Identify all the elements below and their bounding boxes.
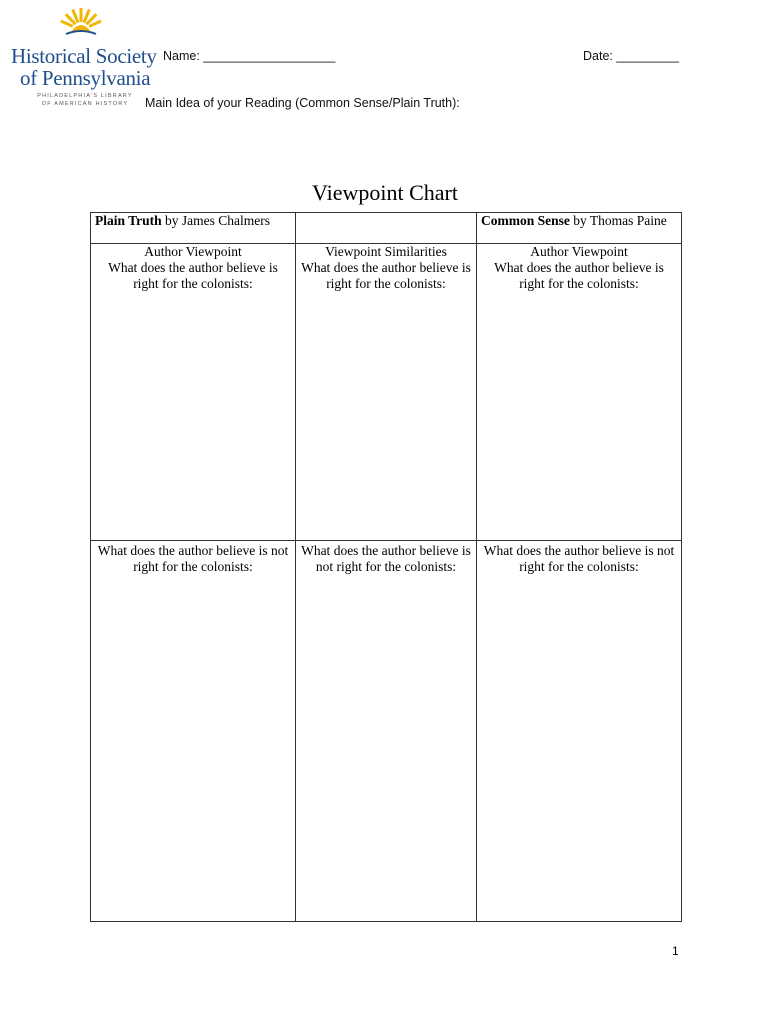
hsp-logo [8, 6, 156, 106]
col3-title-bold: Common Sense [481, 213, 570, 228]
cell-notright-col1[interactable]: What does the author believe is not right for the colonists: [91, 541, 296, 922]
cell-right-col3[interactable]: What does the author believe is right for the colonists: [477, 260, 682, 541]
cell-right-col2[interactable]: What does the author believe is right for the colonists: [296, 260, 477, 541]
cell-notright-col3[interactable]: What does the author believe is not right for the colonists: [477, 541, 682, 922]
col3-title [477, 213, 682, 244]
logo-tagline-line2: OF AMERICAN HISTORY [41, 101, 129, 107]
col1-title-bold: Plain Truth [95, 213, 162, 228]
cell-right-col1[interactable]: What does the author believe is right for the colonists: [91, 260, 296, 541]
table-row-not-right [91, 541, 682, 922]
logo-tagline [30, 92, 140, 108]
cell-notright-col2[interactable]: What does the author believe is not right for the colonists: [296, 541, 477, 922]
table-header-row [91, 213, 682, 244]
table-row-right [91, 260, 682, 541]
page-number: 1 [672, 944, 679, 958]
viewpoint-chart-table [90, 212, 682, 922]
page-title: Viewpoint Chart [312, 180, 458, 205]
logo-text-line2: of Pennsylvania [20, 66, 151, 90]
col3-subheader: Author Viewpoint [477, 244, 682, 261]
date-field: Date: _________ [583, 49, 679, 63]
col2-title [296, 213, 477, 244]
col1-subheader: Author Viewpoint [91, 244, 296, 261]
col1-title [91, 213, 296, 244]
col2-subheader: Viewpoint Similarities [296, 244, 477, 261]
main-idea-prompt: Main Idea of your Reading (Common Sense/Plain Truth): [145, 96, 460, 110]
name-field: Name: ___________________ [163, 49, 336, 63]
sunburst-icon [58, 6, 104, 38]
logo-text-line1: Historical Society [11, 44, 157, 68]
logo-tagline-line1: PHILADELPHIA'S LIBRARY [37, 93, 133, 99]
col3-title-rest: by Thomas Paine [569, 213, 667, 228]
col1-title-rest: by James Chalmers [161, 213, 271, 228]
table-subheader-row [91, 244, 682, 261]
